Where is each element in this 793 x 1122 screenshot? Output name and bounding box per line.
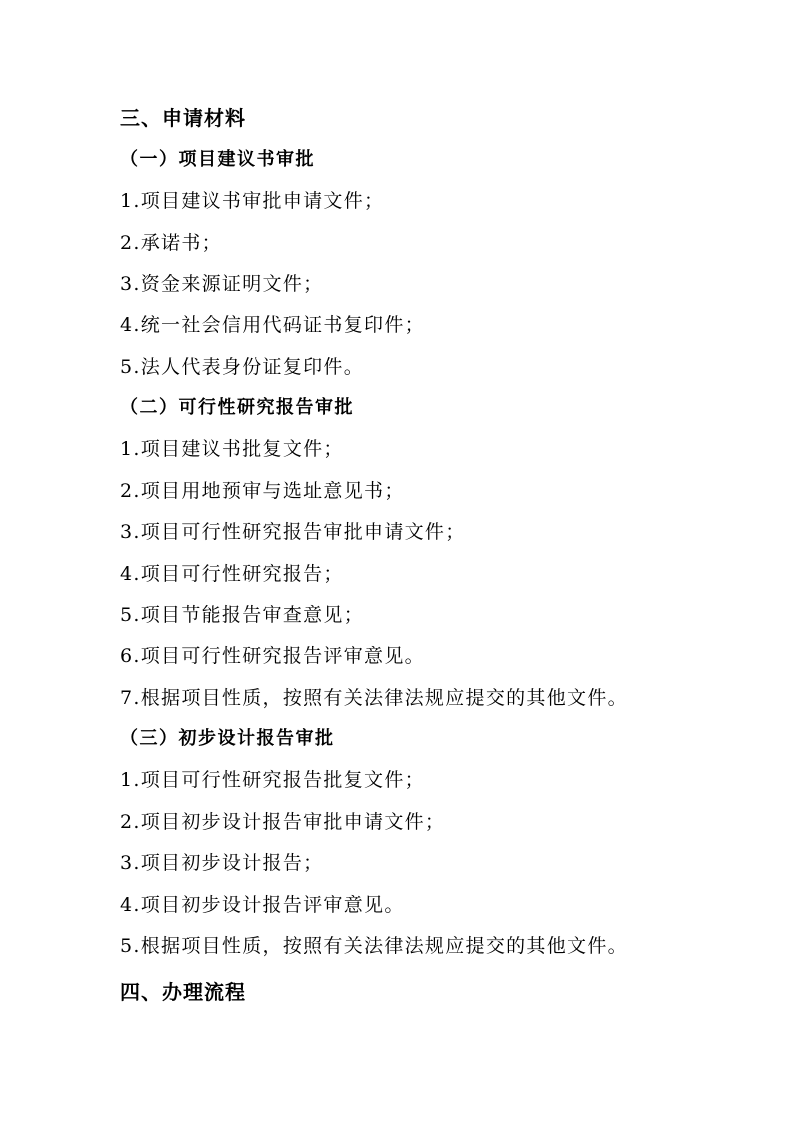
list-item: 2.承诺书； [120, 232, 222, 254]
list-item: 5.项目节能报告审查意见； [120, 604, 365, 626]
list-item: 4.项目初步设计报告评审意见。 [120, 894, 405, 916]
list-item: 7.根据项目性质，按照有关法律法规应提交的其他文件。 [120, 687, 628, 709]
list-item: 1.项目建议书审批申请文件； [120, 190, 385, 212]
list-item: 3.资金来源证明文件； [120, 273, 324, 295]
section-title-process: 四、办理流程 [120, 980, 246, 1004]
list-item: 4.统一社会信用代码证书复印件； [120, 314, 425, 336]
list-item: 3.项目初步设计报告； [120, 852, 324, 874]
list-item: 1.项目可行性研究报告批复文件； [120, 769, 425, 791]
list-item: 5.法人代表身份证复印件。 [120, 356, 365, 378]
section-title-application-materials: 三、申请材料 [120, 106, 246, 130]
subsection-title-feasibility-approval: （二）可行性研究报告审批 [120, 397, 354, 418]
list-item: 3.项目可行性研究报告审批申请文件； [120, 521, 466, 543]
list-item: 6.项目可行性研究报告评审意见。 [120, 645, 425, 667]
list-item: 2.项目初步设计报告审批申请文件； [120, 811, 446, 833]
list-item: 4.项目可行性研究报告； [120, 563, 344, 585]
subsection-title-preliminary-design-approval: （三）初步设计报告审批 [120, 728, 335, 749]
list-item: 2.项目用地预审与选址意见书； [120, 480, 405, 502]
subsection-title-proposal-approval: （一）项目建议书审批 [120, 149, 315, 170]
list-item: 5.根据项目性质，按照有关法律法规应提交的其他文件。 [120, 935, 628, 957]
list-item: 1.项目建议书批复文件； [120, 438, 344, 460]
